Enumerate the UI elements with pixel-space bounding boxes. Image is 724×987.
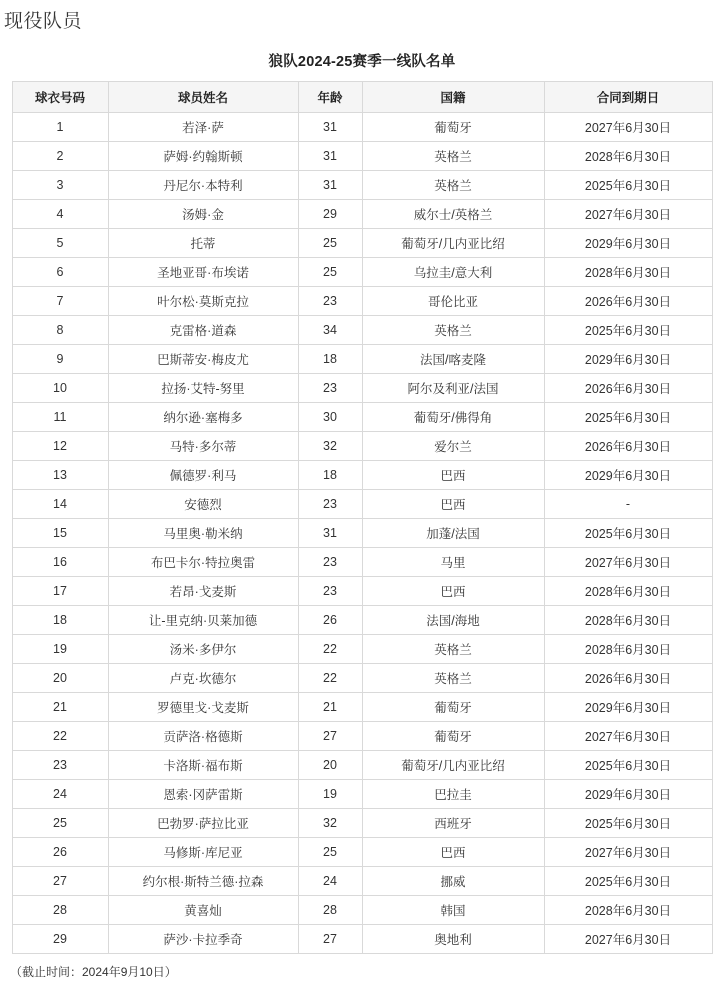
cell-nationality: 葡萄牙: [362, 113, 544, 142]
cell-player-name: 萨沙·卡拉季奇: [108, 925, 298, 954]
squad-page: [0, 8, 724, 982]
cell-contract-expiry: 2026年6月30日: [544, 287, 712, 316]
table-row: [12, 722, 712, 751]
cell-shirt-number: 21: [12, 693, 108, 722]
cell-age: 18: [298, 345, 362, 374]
cell-contract-expiry: 2025年6月30日: [544, 519, 712, 548]
cell-contract-expiry: 2027年6月30日: [544, 113, 712, 142]
cell-player-name: 若昂·戈麦斯: [108, 577, 298, 606]
cell-age: 34: [298, 316, 362, 345]
footnote: （截止时间：2024年9月10日）: [10, 965, 177, 979]
cell-nationality: 巴拉圭: [362, 780, 544, 809]
table-row: [12, 374, 712, 403]
cell-nationality: 巴西: [362, 577, 544, 606]
cell-player-name: 贡萨洛·格德斯: [108, 722, 298, 751]
cell-shirt-number: 26: [12, 838, 108, 867]
cell-shirt-number: 29: [12, 925, 108, 954]
table-row: [12, 461, 712, 490]
cell-shirt-number: 3: [12, 171, 108, 200]
cell-nationality: 西班牙: [362, 809, 544, 838]
cell-nationality: 英格兰: [362, 316, 544, 345]
table-title: 狼队2024-25赛季一线队名单: [268, 54, 456, 70]
table-row: [12, 780, 712, 809]
cell-nationality: 法国/海地: [362, 606, 544, 635]
cell-nationality: 英格兰: [362, 171, 544, 200]
cell-age: 27: [298, 722, 362, 751]
cell-shirt-number: 23: [12, 751, 108, 780]
cell-age: 29: [298, 200, 362, 229]
cell-contract-expiry: 2027年6月30日: [544, 722, 712, 751]
cell-age: 23: [298, 287, 362, 316]
cell-shirt-number: 11: [12, 403, 108, 432]
cell-nationality: 爱尔兰: [362, 432, 544, 461]
cell-nationality: 哥伦比亚: [362, 287, 544, 316]
cell-shirt-number: 6: [12, 258, 108, 287]
cell-age: 25: [298, 838, 362, 867]
table-row: [12, 867, 712, 896]
column-header-age: 年龄: [298, 82, 362, 113]
cell-age: 32: [298, 432, 362, 461]
cell-player-name: 黄喜灿: [108, 896, 298, 925]
cell-contract-expiry: 2028年6月30日: [544, 577, 712, 606]
cell-player-name: 拉扬·艾特-努里: [108, 374, 298, 403]
cell-age: 24: [298, 867, 362, 896]
cell-nationality: 奥地利: [362, 925, 544, 954]
column-header-contract-expiry: 合同到期日: [544, 82, 712, 113]
cell-shirt-number: 2: [12, 142, 108, 171]
cell-contract-expiry: 2025年6月30日: [544, 316, 712, 345]
table-row: [12, 403, 712, 432]
cell-contract-expiry: 2029年6月30日: [544, 693, 712, 722]
cell-contract-expiry: 2026年6月30日: [544, 664, 712, 693]
cell-age: 19: [298, 780, 362, 809]
cell-shirt-number: 1: [12, 113, 108, 142]
cell-shirt-number: 18: [12, 606, 108, 635]
table-row: [12, 171, 712, 200]
cell-shirt-number: 9: [12, 345, 108, 374]
table-row: [12, 635, 712, 664]
cell-contract-expiry: 2026年6月30日: [544, 432, 712, 461]
table-row: [12, 838, 712, 867]
cell-age: 23: [298, 374, 362, 403]
cell-shirt-number: 14: [12, 490, 108, 519]
cell-shirt-number: 20: [12, 664, 108, 693]
cell-shirt-number: 12: [12, 432, 108, 461]
cell-nationality: 加蓬/法国: [362, 519, 544, 548]
cell-age: 22: [298, 664, 362, 693]
cell-player-name: 马特·多尔蒂: [108, 432, 298, 461]
table-row: [12, 432, 712, 461]
cell-contract-expiry: 2025年6月30日: [544, 171, 712, 200]
table-row: [12, 258, 712, 287]
cell-nationality: 韩国: [362, 896, 544, 925]
cell-contract-expiry: 2028年6月30日: [544, 142, 712, 171]
column-header-shirt-number: 球衣号码: [12, 82, 108, 113]
cell-nationality: 威尔士/英格兰: [362, 200, 544, 229]
cell-age: 23: [298, 548, 362, 577]
cell-contract-expiry: 2025年6月30日: [544, 403, 712, 432]
cell-contract-expiry: 2027年6月30日: [544, 925, 712, 954]
cell-contract-expiry: 2025年6月30日: [544, 809, 712, 838]
cell-contract-expiry: 2027年6月30日: [544, 200, 712, 229]
cell-nationality: 挪威: [362, 867, 544, 896]
cell-shirt-number: 15: [12, 519, 108, 548]
cell-contract-expiry: 2029年6月30日: [544, 229, 712, 258]
cell-nationality: 葡萄牙: [362, 722, 544, 751]
cell-shirt-number: 17: [12, 577, 108, 606]
cell-player-name: 萨姆·约翰斯顿: [108, 142, 298, 171]
cell-player-name: 约尔根·斯特兰德·拉森: [108, 867, 298, 896]
cell-player-name: 让-里克纳·贝莱加德: [108, 606, 298, 635]
cell-nationality: 英格兰: [362, 664, 544, 693]
cell-nationality: 巴西: [362, 490, 544, 519]
cell-age: 31: [298, 519, 362, 548]
cell-age: 32: [298, 809, 362, 838]
table-row: [12, 606, 712, 635]
cell-player-name: 佩德罗·利马: [108, 461, 298, 490]
cell-contract-expiry: 2027年6月30日: [544, 838, 712, 867]
cell-player-name: 丹尼尔·本特利: [108, 171, 298, 200]
table-row: [12, 548, 712, 577]
table-header-row: [12, 82, 712, 113]
cell-nationality: 马里: [362, 548, 544, 577]
cell-age: 31: [298, 113, 362, 142]
cell-shirt-number: 7: [12, 287, 108, 316]
cell-contract-expiry: 2028年6月30日: [544, 896, 712, 925]
cell-player-name: 卢克·坎德尔: [108, 664, 298, 693]
table-row: [12, 896, 712, 925]
cell-age: 31: [298, 142, 362, 171]
table-row: [12, 751, 712, 780]
cell-player-name: 巴斯蒂安·梅皮尤: [108, 345, 298, 374]
column-header-nationality: 国籍: [362, 82, 544, 113]
table-row: [12, 316, 712, 345]
cell-nationality: 英格兰: [362, 142, 544, 171]
cell-nationality: 阿尔及利亚/法国: [362, 374, 544, 403]
cell-player-name: 纳尔逊·塞梅多: [108, 403, 298, 432]
cell-player-name: 巴勃罗·萨拉比亚: [108, 809, 298, 838]
cell-age: 26: [298, 606, 362, 635]
cell-age: 18: [298, 461, 362, 490]
cell-contract-expiry: 2028年6月30日: [544, 606, 712, 635]
cell-contract-expiry: 2028年6月30日: [544, 635, 712, 664]
cell-shirt-number: 4: [12, 200, 108, 229]
cell-age: 20: [298, 751, 362, 780]
table-row: [12, 664, 712, 693]
cell-nationality: 法国/喀麦隆: [362, 345, 544, 374]
cell-age: 21: [298, 693, 362, 722]
table-body: [12, 113, 712, 954]
cell-contract-expiry: 2025年6月30日: [544, 751, 712, 780]
cell-shirt-number: 16: [12, 548, 108, 577]
cell-player-name: 恩索·冈萨雷斯: [108, 780, 298, 809]
cell-age: 23: [298, 490, 362, 519]
cell-player-name: 托蒂: [108, 229, 298, 258]
table-row: [12, 490, 712, 519]
cell-player-name: 汤姆·金: [108, 200, 298, 229]
table-row: [12, 142, 712, 171]
table-row: [12, 809, 712, 838]
cell-shirt-number: 25: [12, 809, 108, 838]
table-row: [12, 925, 712, 954]
table-row: [12, 693, 712, 722]
cell-player-name: 若泽·萨: [108, 113, 298, 142]
cell-nationality: 乌拉圭/意大利: [362, 258, 544, 287]
cell-nationality: 巴西: [362, 461, 544, 490]
cell-nationality: 葡萄牙/佛得角: [362, 403, 544, 432]
cell-age: 27: [298, 925, 362, 954]
column-header-player-name: 球员姓名: [108, 82, 298, 113]
cell-shirt-number: 10: [12, 374, 108, 403]
cell-age: 25: [298, 258, 362, 287]
cell-shirt-number: 28: [12, 896, 108, 925]
table-row: [12, 345, 712, 374]
cell-contract-expiry: 2029年6月30日: [544, 780, 712, 809]
table-row: [12, 229, 712, 258]
cell-player-name: 叶尔松·莫斯克拉: [108, 287, 298, 316]
cell-player-name: 卡洛斯·福布斯: [108, 751, 298, 780]
cell-player-name: 布巴卡尔·特拉奥雷: [108, 548, 298, 577]
cell-shirt-number: 5: [12, 229, 108, 258]
cell-nationality: 巴西: [362, 838, 544, 867]
cell-shirt-number: 22: [12, 722, 108, 751]
cell-contract-expiry: 2029年6月30日: [544, 345, 712, 374]
table-row: [12, 200, 712, 229]
cell-contract-expiry: 2025年6月30日: [544, 867, 712, 896]
cell-age: 28: [298, 896, 362, 925]
cell-contract-expiry: 2029年6月30日: [544, 461, 712, 490]
table-row: [12, 113, 712, 142]
cell-shirt-number: 13: [12, 461, 108, 490]
cell-shirt-number: 27: [12, 867, 108, 896]
cell-age: 25: [298, 229, 362, 258]
table-row: [12, 577, 712, 606]
cell-player-name: 罗德里戈·戈麦斯: [108, 693, 298, 722]
cell-age: 31: [298, 171, 362, 200]
cell-player-name: 圣地亚哥·布埃诺: [108, 258, 298, 287]
cell-player-name: 安德烈: [108, 490, 298, 519]
cell-contract-expiry: -: [544, 490, 712, 519]
cell-shirt-number: 24: [12, 780, 108, 809]
cell-age: 22: [298, 635, 362, 664]
page-title: 现役队员: [4, 11, 83, 32]
cell-nationality: 葡萄牙/几内亚比绍: [362, 751, 544, 780]
cell-player-name: 汤米·多伊尔: [108, 635, 298, 664]
cell-contract-expiry: 2027年6月30日: [544, 548, 712, 577]
cell-nationality: 葡萄牙: [362, 693, 544, 722]
cell-contract-expiry: 2028年6月30日: [544, 258, 712, 287]
cell-nationality: 英格兰: [362, 635, 544, 664]
cell-shirt-number: 8: [12, 316, 108, 345]
cell-player-name: 马里奥·勒米纳: [108, 519, 298, 548]
cell-age: 23: [298, 577, 362, 606]
squad-table: [12, 81, 713, 954]
cell-shirt-number: 19: [12, 635, 108, 664]
cell-player-name: 马修斯·库尼亚: [108, 838, 298, 867]
cell-contract-expiry: 2026年6月30日: [544, 374, 712, 403]
cell-age: 30: [298, 403, 362, 432]
table-row: [12, 287, 712, 316]
cell-player-name: 克雷格·道森: [108, 316, 298, 345]
cell-nationality: 葡萄牙/几内亚比绍: [362, 229, 544, 258]
table-row: [12, 519, 712, 548]
